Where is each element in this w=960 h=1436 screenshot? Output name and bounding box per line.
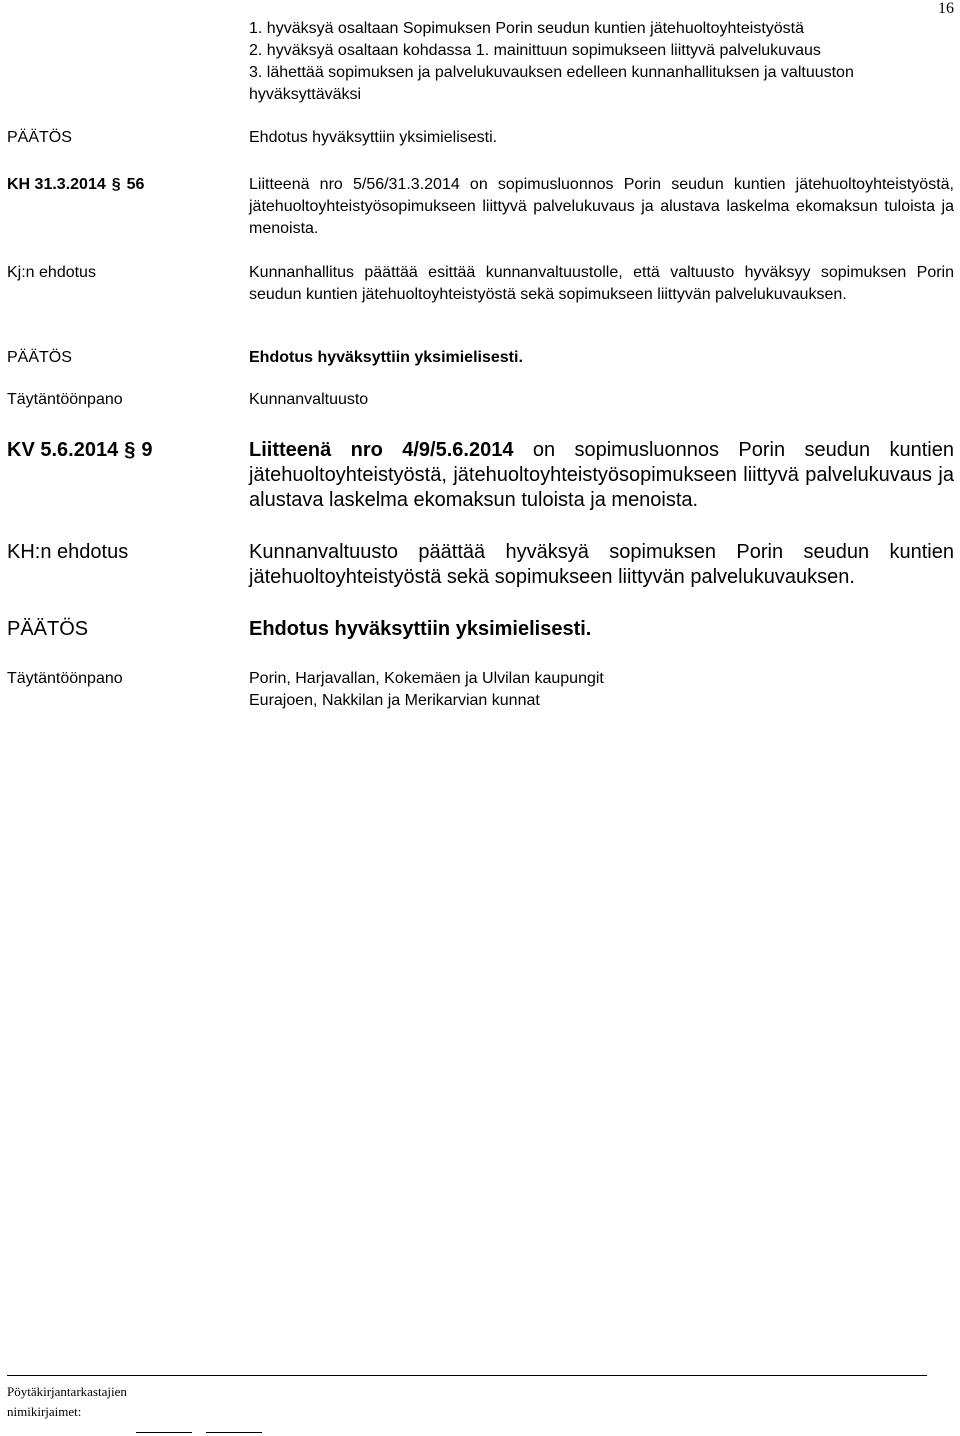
footer-label <box>7 1382 127 1422</box>
kv-attachment-prefix: Liitteenä nro 4/9/5.6.2014 <box>249 439 514 461</box>
signature-line <box>136 1432 192 1433</box>
intro-list <box>249 18 954 106</box>
kv-execution-line: Porin, Harjavallan, Kokemäen ja Ulvilan kaupungit <box>249 670 604 687</box>
kv-execution-label: Täytäntöönpano <box>7 670 123 687</box>
list-item: 2. hyväksyä osaltaan kohdassa 1. mainittuun sopimukseen liittyvä palvelukuvaus <box>249 42 821 59</box>
kh-attachment-rest: on sopimusluonnos Porin seudun kuntien jätehuoltoyhteistyöstä, jätehuoltoyhteistyösopimukseen liittyvä palvelukuvaus ja alustava laskelma ekomaksun tuloista ja menoista. <box>249 176 954 237</box>
kh-attachment-prefix: Liitteenä nro 5/56/31.3.2014 <box>249 176 460 193</box>
kv-heading <box>7 438 152 463</box>
kh-execution-text: Kunnanvaltuusto <box>249 391 369 408</box>
kh-proposal-label: Kj:n ehdotus <box>7 264 96 281</box>
page-number: 16 <box>938 0 954 17</box>
kh-decision-text: Ehdotus hyväksyttiin yksimielisesti. <box>249 349 523 366</box>
kv-attachment-rest: on sopimusluonnos Porin seudun kuntien jätehuoltoyhteistyöstä, jätehuoltoyhteistyösopimukseen liittyvä palvelukuvaus ja alustava laskelma ekomaksun tuloista ja menoista. <box>249 439 954 511</box>
kh-proposal-text: Kunnanhallitus päättää esittää kunnanvaltuustolle, että valtuusto hyväksyy sopimuksen Porin seudun kuntien jätehuoltoyhteistyöstä sekä sopimukseen liittyvän palvelukuvauksen. <box>249 264 954 303</box>
kh-attachment <box>249 174 954 240</box>
kv-section-number: 9 <box>141 439 153 461</box>
kv-decision-text: Ehdotus hyväksyttiin yksimielisesti. <box>249 618 592 640</box>
list-item: 3. lähettää sopimuksen ja palvelukuvauksen edelleen kunnanhallituksen ja valtuuston hyväksyttäväksi <box>249 64 854 103</box>
section-sign: § <box>124 439 136 461</box>
kv-execution-line: Eurajoen, Nakkilan ja Merikarvian kunnat <box>249 692 540 709</box>
kv-date: KV 5.6.2014 <box>7 439 119 461</box>
kv-decision-label: PÄÄTÖS <box>7 618 89 640</box>
kh-heading <box>7 174 144 196</box>
kv-execution-text <box>249 668 954 712</box>
decision1-text: Ehdotus hyväksyttiin yksimielisesti. <box>249 129 498 146</box>
list-item: 1. hyväksyä osaltaan Sopimuksen Porin seudun kuntien jätehuoltoyhteistyöstä <box>249 20 805 37</box>
kv-proposal-label: KH:n ehdotus <box>7 541 129 563</box>
kh-decision-label: PÄÄTÖS <box>7 349 72 366</box>
footer-line: Pöytäkirjantarkastajien <box>7 1384 127 1399</box>
kh-execution-label: Täytäntöönpano <box>7 391 123 408</box>
kh-section-number: 56 <box>126 176 145 193</box>
footer-divider <box>7 1375 927 1376</box>
signature-line <box>206 1432 262 1433</box>
kh-date: KH 31.3.2014 <box>7 176 106 193</box>
footer-line: nimikirjaimet: <box>7 1404 82 1419</box>
decision1-label: PÄÄTÖS <box>7 129 72 146</box>
kv-attachment <box>249 438 954 513</box>
kv-proposal-text: Kunnanvaltuusto päättää hyväksyä sopimuksen Porin seudun kuntien jätehuoltoyhteistyöstä sekä sopimukseen liittyvän palvelukuvauksen. <box>249 541 954 588</box>
section-sign: § <box>111 176 121 193</box>
